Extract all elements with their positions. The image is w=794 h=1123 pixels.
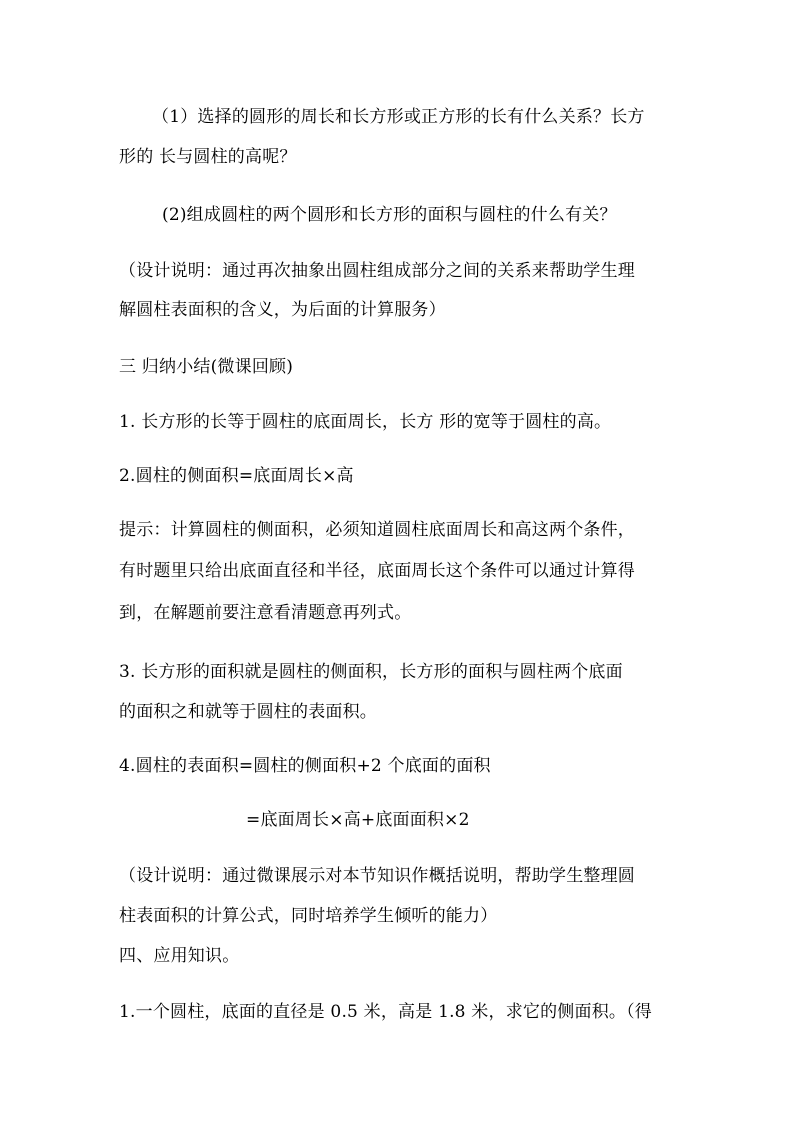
question-1-line-2: 形的 长与圆柱的高呢？ xyxy=(119,147,297,167)
design-note-2-line-1: （设计说明：通过微课展示对本节知识作概括说明，帮助学生整理圆 xyxy=(119,866,635,886)
summary-item-2: 2.圆柱的侧面积=底面周长×高 xyxy=(119,466,354,486)
summary-item-4: 4.圆柱的表面积=圆柱的侧面积+2 个底面的面积 xyxy=(119,756,491,776)
section-heading-summary: 三 归纳小结(微课回顾) xyxy=(119,357,294,377)
tip-line-2: 有时题里只给出底面直径和半径，底面周长这个条件可以通过计算得 xyxy=(119,561,635,581)
formula-line: =底面周长×高+底面面积×2 xyxy=(246,810,470,830)
question-1-line-1: （1）选择的圆形的周长和长方形或正方形的长有什么关系？长方 xyxy=(152,107,645,127)
design-note-1-line-2: 解圆柱表面积的含义，为后面的计算服务） xyxy=(119,300,446,320)
tip-line-1: 提示：计算圆柱的侧面积，必须知道圆柱底面周长和高这两个条件， xyxy=(119,520,635,540)
summary-item-3-line-2: 的面积之和就等于圆柱的表面积。 xyxy=(119,702,377,722)
tip-line-3: 到，在解题前要注意看清题意再列式。 xyxy=(119,603,412,623)
exercise-1: 1.一个圆柱，底面的直径是 0.5 米，高是 1.8 米，求它的侧面积。（得 xyxy=(119,1002,653,1022)
question-2: (2)组成圆柱的两个圆形和长方形的面积与圆柱的什么有关？ xyxy=(162,205,617,225)
summary-item-3-line-1: 3. 长方形的面积就是圆柱的侧面积，长方形的面积与圆柱两个底面 xyxy=(119,662,623,682)
section-heading-application: 四、应用知识。 xyxy=(119,946,240,966)
design-note-1-line-1: （设计说明：通过再次抽象出圆柱组成部分之间的关系来帮助学生理 xyxy=(119,261,635,281)
summary-item-1: 1. 长方形的长等于圆柱的底面周长，长方 形的宽等于圆柱的高。 xyxy=(119,412,612,432)
design-note-2-line-2: 柱表面积的计算公式，同时培养学生倾听的能力） xyxy=(119,906,498,926)
